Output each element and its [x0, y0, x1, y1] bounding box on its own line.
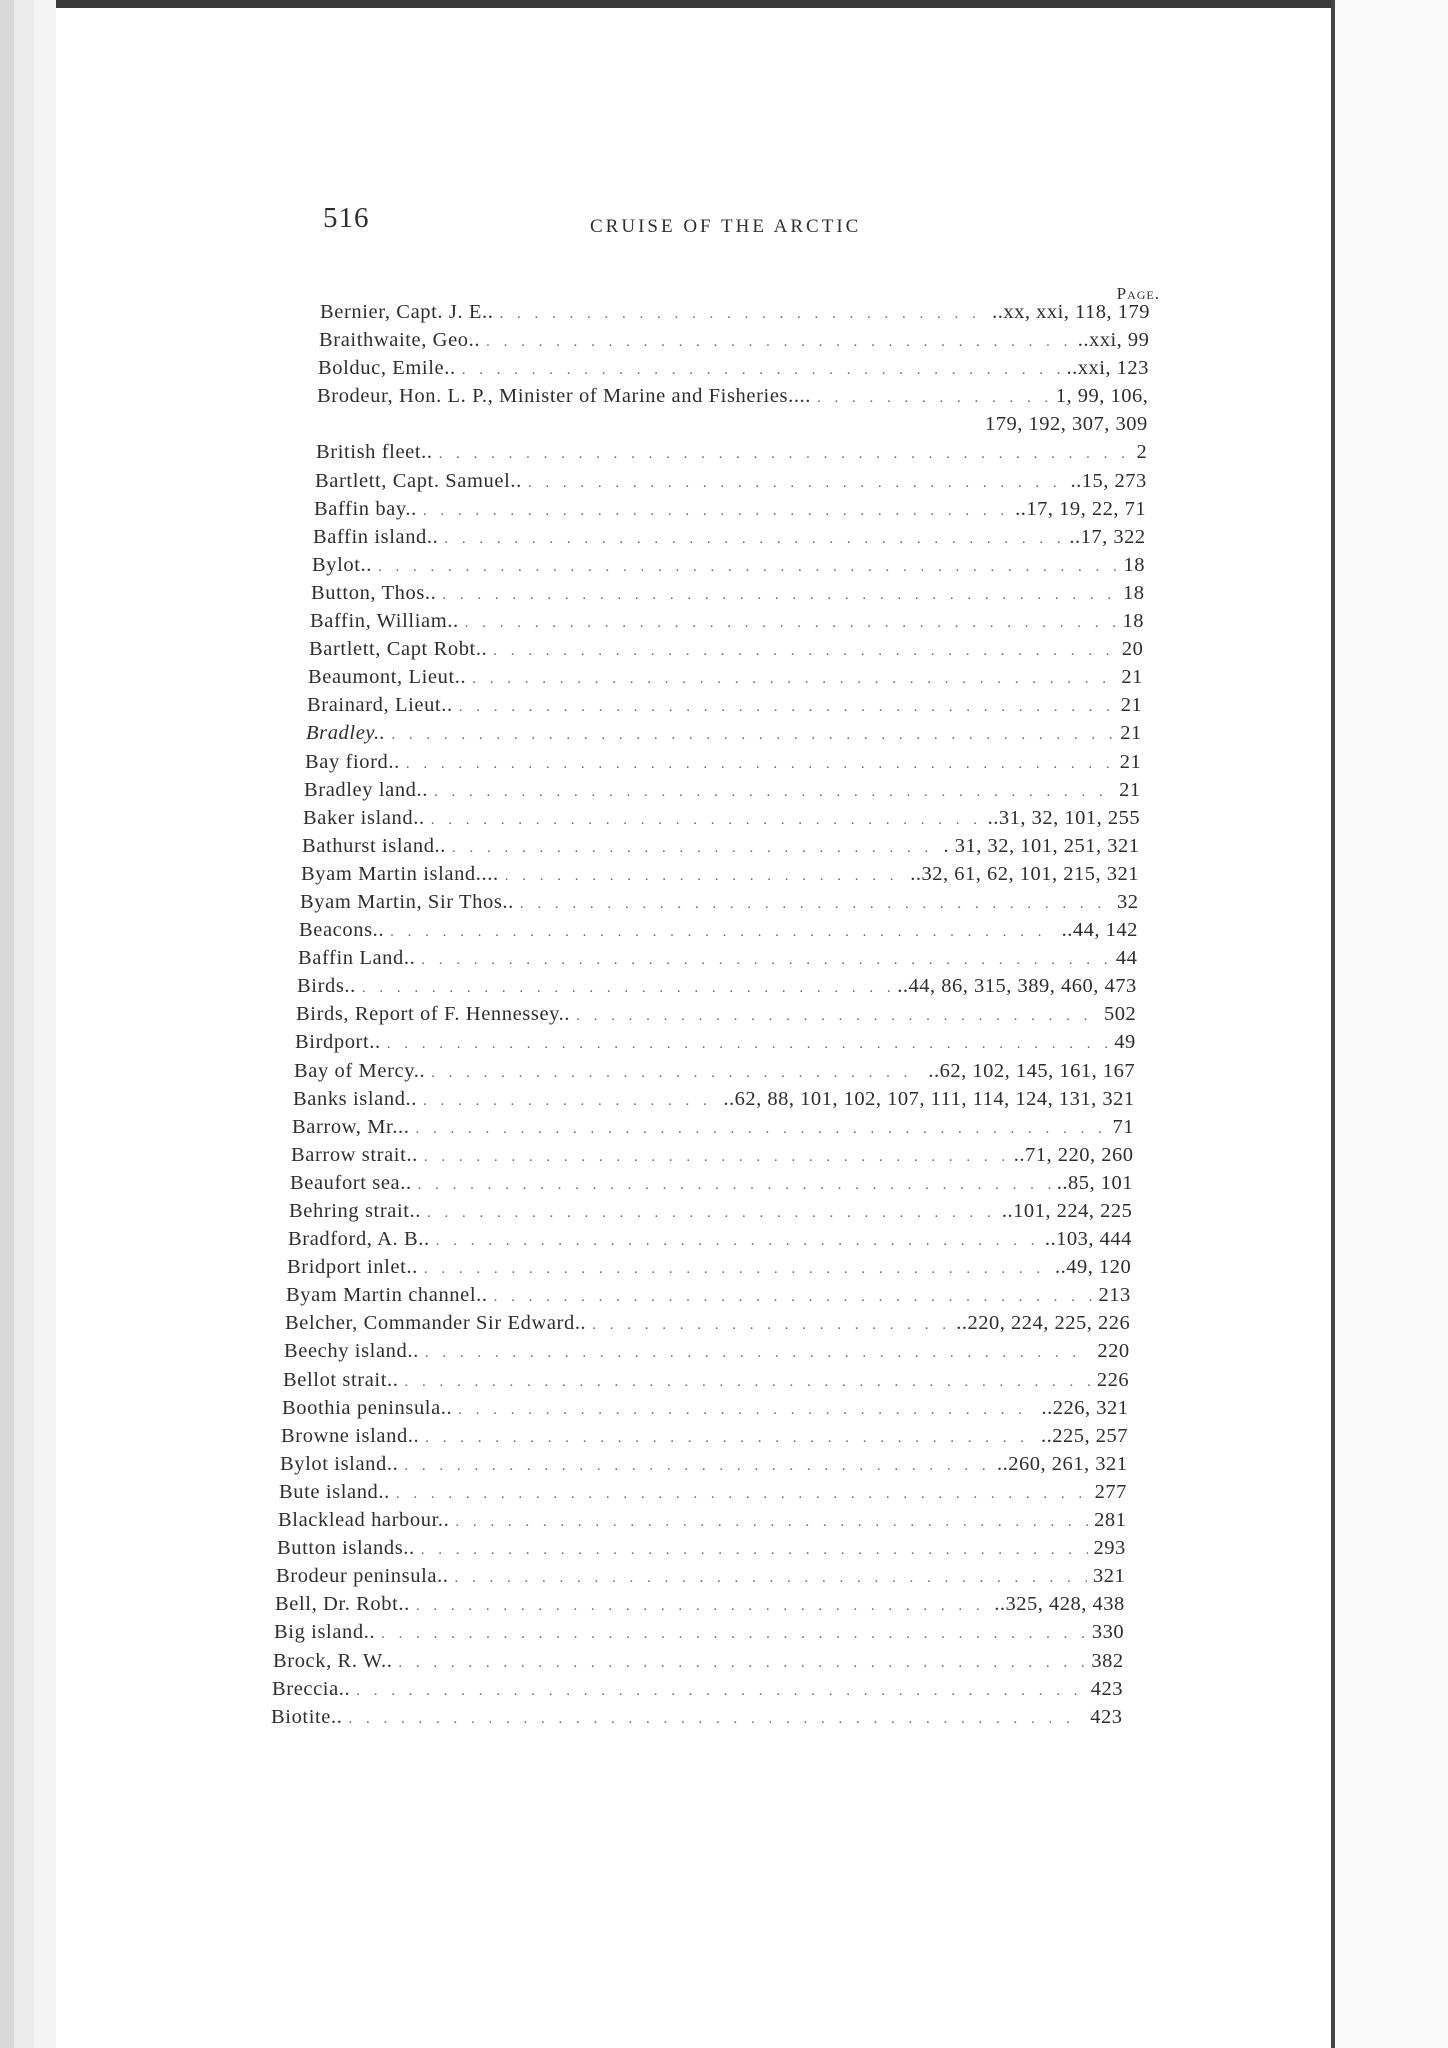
dot-leader — [444, 525, 1063, 551]
index-page-refs: 179, 192, 307, 309 — [985, 413, 1148, 436]
index-page-refs: ..62, 88, 101, 102, 107, 111, 114, 124, 131, 321 — [723, 1087, 1135, 1110]
page-column-label: Page. — [1116, 284, 1160, 303]
dot-leader — [472, 665, 1115, 691]
index-page-refs: 71 — [1112, 1115, 1135, 1138]
dot-leader — [494, 1283, 1093, 1309]
running-head: CRUISE OF THE ARCTIC — [590, 216, 862, 237]
dot-leader — [425, 1424, 1035, 1450]
dot-leader — [452, 834, 938, 860]
index-term: Baffin bay.. — [314, 497, 417, 520]
index-entry — [310, 607, 1144, 635]
dot-leader — [404, 1368, 1090, 1394]
dot-leader — [455, 1564, 1087, 1590]
index-page-refs: 18 — [1123, 553, 1146, 576]
index-entry — [278, 1506, 1126, 1534]
index-page-refs: 1, 99, 106, — [1055, 385, 1149, 408]
dot-leader — [387, 1030, 1108, 1056]
dot-leader — [416, 1592, 988, 1618]
index-entry — [289, 1197, 1132, 1225]
book-page-edge-inner — [34, 0, 56, 2048]
index-term: Bernier, Capt. J. E.. — [320, 301, 494, 323]
index-term: Birds, Report of F. Hennessey.. — [296, 1003, 571, 1026]
index-page-refs: 44 — [1115, 947, 1138, 970]
dot-leader — [362, 974, 891, 1000]
index-entry — [307, 691, 1142, 719]
index-page-refs: 21 — [1121, 666, 1143, 689]
index-entry — [303, 804, 1140, 832]
dot-leader — [424, 1255, 1049, 1281]
index-page-refs: ..49, 120 — [1055, 1256, 1132, 1279]
index-term: Beechy island.. — [284, 1340, 419, 1363]
index-page-refs: ..xx, xxi, 118, 179 — [992, 301, 1150, 323]
index-term: Bridport inlet.. — [287, 1256, 418, 1279]
index-entry — [317, 382, 1148, 410]
index-entry — [319, 326, 1149, 354]
index-term: Birds.. — [297, 975, 356, 998]
index-term: Bolduc, Emile.. — [318, 357, 456, 380]
index-page-refs: 49 — [1114, 1031, 1136, 1054]
index-entry — [304, 776, 1141, 804]
index-page-refs: 2 — [1136, 441, 1148, 464]
index-entry — [296, 1000, 1136, 1028]
dot-leader — [505, 862, 905, 888]
index-term: Byam Martin island.... — [301, 862, 499, 885]
dot-leader — [434, 778, 1113, 804]
index-entry — [277, 1534, 1126, 1562]
index-term: Barrow strait.. — [291, 1143, 418, 1166]
index-page-refs: ..xxi, 123 — [1066, 357, 1149, 380]
index-entry — [312, 551, 1145, 579]
index-term: Button, Thos.. — [311, 581, 437, 604]
index-term: Biotite.. — [271, 1705, 343, 1728]
index-page-refs: 21 — [1120, 694, 1143, 717]
dot-leader — [423, 1087, 717, 1113]
index-term: Bradley.. — [306, 722, 386, 745]
index-page-refs: ..226, 321 — [1041, 1396, 1129, 1419]
index-page-refs: 281 — [1094, 1509, 1127, 1532]
index-term: Beaumont, Lieut.. — [308, 666, 467, 689]
index-term: Bradley land.. — [304, 778, 428, 801]
index-term: Browne island.. — [281, 1424, 420, 1447]
index-page-refs: ..71, 220, 260 — [1013, 1143, 1134, 1166]
index-term: Banks island.. — [293, 1087, 417, 1110]
index-page-refs: ..44, 142 — [1061, 919, 1138, 942]
index-entry — [315, 467, 1147, 495]
index-term: Breccia.. — [272, 1677, 351, 1700]
index-term: Blacklead harbour.. — [278, 1509, 450, 1532]
index-term: Behring strait.. — [289, 1200, 422, 1222]
index-page-refs: 330 — [1091, 1621, 1125, 1644]
index-entry — [276, 1562, 1125, 1590]
index-term: Big island.. — [274, 1621, 376, 1644]
dot-leader — [396, 1480, 1089, 1506]
index-term: Beaufort sea.. — [290, 1171, 412, 1194]
index-page-refs: 220 — [1097, 1340, 1130, 1363]
index-term: Brodeur, Hon. L. P., Minister of Marine and Fisheries.... — [317, 385, 811, 408]
dot-leader — [348, 1705, 1084, 1731]
index-term: Bellot strait.. — [283, 1368, 399, 1391]
index-term: Baffin Land.. — [298, 947, 416, 970]
index-entry — [274, 1618, 1124, 1646]
dot-leader — [398, 1649, 1085, 1675]
index-term: Baffin island.. — [313, 525, 439, 548]
index-page-refs: ..44, 86, 315, 389, 460, 473 — [897, 975, 1137, 998]
index-term: British fleet.. — [316, 441, 433, 464]
index-page-refs: 18 — [1123, 581, 1145, 604]
index-term: Byam Martin, Sir Thos.. — [300, 890, 514, 913]
dot-leader — [424, 1143, 1008, 1169]
dot-leader — [493, 637, 1116, 663]
index-entry — [294, 1057, 1135, 1085]
index-entry — [288, 1225, 1132, 1253]
index-entry — [284, 1337, 1130, 1365]
index-entry — [283, 1366, 1129, 1394]
index-entry — [291, 1141, 1134, 1169]
dot-leader — [378, 553, 1118, 579]
index-term: Braithwaite, Geo.. — [319, 329, 481, 352]
index-page-refs: 20 — [1121, 638, 1144, 661]
index-entry — [299, 916, 1138, 944]
index-page-refs: 502 — [1104, 1003, 1137, 1026]
index-page-refs: 32 — [1116, 890, 1139, 913]
index-term: Bylot island.. — [280, 1452, 399, 1475]
index-term: Baffin, William.. — [310, 610, 459, 633]
dot-leader — [423, 497, 1009, 523]
dot-leader — [421, 1536, 1088, 1562]
index-term: Bay fiord.. — [305, 750, 400, 773]
index-term: Brock, R. W.. — [273, 1649, 393, 1672]
dot-leader — [404, 1452, 991, 1478]
index-entry-continuation — [290, 410, 1148, 438]
dot-leader — [356, 1677, 1085, 1703]
index-term: Bute island.. — [279, 1480, 390, 1503]
index-entry — [316, 438, 1147, 466]
dot-leader — [416, 1115, 1107, 1141]
book-spine-edge — [0, 0, 14, 2048]
index-term: Bradford, A. B.. — [288, 1228, 430, 1251]
dot-leader — [381, 1620, 1086, 1646]
dot-leader — [427, 1199, 996, 1225]
facing-page-margin — [1335, 0, 1448, 2048]
dot-leader — [465, 609, 1117, 635]
index-entry — [281, 1422, 1128, 1450]
index-entry — [286, 1281, 1131, 1309]
dot-leader — [431, 1059, 922, 1085]
index-page-refs: ..32, 61, 62, 101, 215, 321 — [910, 862, 1139, 885]
index-term: Boothia peninsula.. — [282, 1396, 453, 1419]
index-page-refs: 21 — [1119, 750, 1142, 773]
index-page-refs: ..103, 444 — [1044, 1228, 1132, 1251]
index-entry — [295, 1028, 1136, 1056]
index-term: Bylot.. — [312, 553, 373, 576]
index-entry — [309, 635, 1143, 663]
index-entry — [272, 1675, 1123, 1703]
dot-leader — [499, 300, 986, 326]
index-page-refs: 277 — [1094, 1480, 1127, 1503]
index-page-refs: 226 — [1096, 1368, 1130, 1391]
dot-leader — [520, 890, 1111, 916]
index-page-refs: 423 — [1090, 1705, 1123, 1728]
index-term: Byam Martin channel.. — [286, 1284, 488, 1307]
dot-leader — [576, 1002, 1098, 1028]
page-number: 516 — [323, 202, 370, 234]
index-term: Birdport.. — [295, 1031, 381, 1054]
index-list — [271, 298, 1150, 1731]
dot-leader — [390, 918, 1056, 944]
index-page-refs: 321 — [1093, 1565, 1126, 1588]
index-page-refs: 18 — [1122, 610, 1144, 633]
index-page-refs: ..15, 273 — [1070, 469, 1147, 492]
index-entry — [287, 1253, 1131, 1281]
index-entry — [314, 495, 1146, 523]
index-term: Button islands.. — [277, 1537, 415, 1560]
index-entry — [308, 663, 1143, 691]
index-term: Brainard, Lieut.. — [307, 694, 453, 717]
dot-leader — [528, 469, 1065, 495]
dot-leader — [418, 1171, 1051, 1197]
index-entry — [306, 719, 1142, 747]
dot-leader — [459, 693, 1115, 719]
index-entry — [279, 1478, 1127, 1506]
index-term: Bathurst island.. — [302, 834, 447, 857]
dot-leader — [406, 750, 1114, 776]
index-term: Baker island.. — [303, 806, 425, 829]
index-entry — [300, 888, 1138, 916]
index-page-refs: ..325, 428, 438 — [994, 1593, 1125, 1616]
index-entry — [301, 860, 1139, 888]
index-page-refs: 423 — [1090, 1677, 1124, 1700]
index-entry — [282, 1394, 1129, 1422]
index-page-refs: ..17, 322 — [1069, 525, 1146, 548]
index-entry — [302, 832, 1140, 860]
index-term: Bay of Mercy.. — [294, 1059, 426, 1082]
index-page-refs: 213 — [1098, 1284, 1131, 1307]
index-term: Brodeur peninsula.. — [276, 1565, 449, 1588]
index-entry — [280, 1450, 1127, 1478]
page-top-edge — [0, 0, 1448, 8]
index-page-refs: ..101, 224, 225 — [1001, 1200, 1133, 1222]
index-entry — [320, 298, 1150, 326]
index-page-refs: 293 — [1093, 1537, 1126, 1560]
index-page-refs: ..17, 19, 22, 71 — [1015, 497, 1147, 520]
index-page-refs: ..62, 102, 145, 161, 167 — [928, 1059, 1136, 1082]
index-page-refs: 21 — [1119, 778, 1141, 801]
index-page-refs: ..225, 257 — [1041, 1424, 1128, 1447]
dot-leader — [421, 946, 1110, 972]
index-entry — [273, 1647, 1124, 1675]
index-page-refs: . 31, 32, 101, 251, 321 — [943, 834, 1140, 857]
index-entry — [298, 944, 1137, 972]
index-entry — [290, 1169, 1133, 1197]
dot-leader — [592, 1311, 950, 1337]
index-page-refs: ..260, 261, 321 — [996, 1452, 1128, 1475]
index-entry — [285, 1309, 1130, 1337]
index-page-refs: 382 — [1091, 1649, 1124, 1672]
index-entry — [275, 1590, 1125, 1618]
index-entry — [293, 1085, 1135, 1113]
dot-leader — [462, 356, 1061, 382]
dot-leader — [458, 1396, 1035, 1422]
index-entry — [271, 1703, 1123, 1731]
dot-leader — [439, 440, 1131, 466]
index-entry — [292, 1113, 1134, 1141]
index-page-refs: ..220, 224, 225, 226 — [956, 1312, 1131, 1335]
dot-leader — [442, 581, 1117, 607]
index-entry — [311, 579, 1145, 607]
dot-leader — [391, 721, 1114, 747]
index-term: Barrow, Mr... — [292, 1115, 410, 1138]
dot-leader — [486, 328, 1072, 354]
index-term: Belcher, Commander Sir Edward.. — [285, 1312, 587, 1335]
dot-leader — [817, 384, 1050, 410]
index-page-refs: ..xxi, 99 — [1077, 329, 1150, 352]
index-entry — [297, 972, 1137, 1000]
index-term: Bartlett, Capt. Samuel.. — [315, 469, 522, 492]
index-page-refs: ..31, 32, 101, 255 — [987, 806, 1141, 829]
index-term: Bell, Dr. Robt.. — [275, 1593, 410, 1616]
index-entry — [313, 523, 1146, 551]
dot-leader — [431, 806, 982, 832]
dot-leader — [455, 1508, 1088, 1534]
index-entry — [305, 748, 1141, 776]
dot-leader — [425, 1339, 1092, 1365]
index-page-refs: 21 — [1120, 722, 1142, 745]
index-term: Bartlett, Capt Robt.. — [309, 638, 488, 661]
index-term: Beacons.. — [299, 919, 385, 942]
dot-leader — [436, 1227, 1039, 1253]
book-page-edge — [14, 0, 34, 2048]
index-page-refs: ..85, 101 — [1056, 1171, 1133, 1194]
index-entry — [318, 354, 1149, 382]
